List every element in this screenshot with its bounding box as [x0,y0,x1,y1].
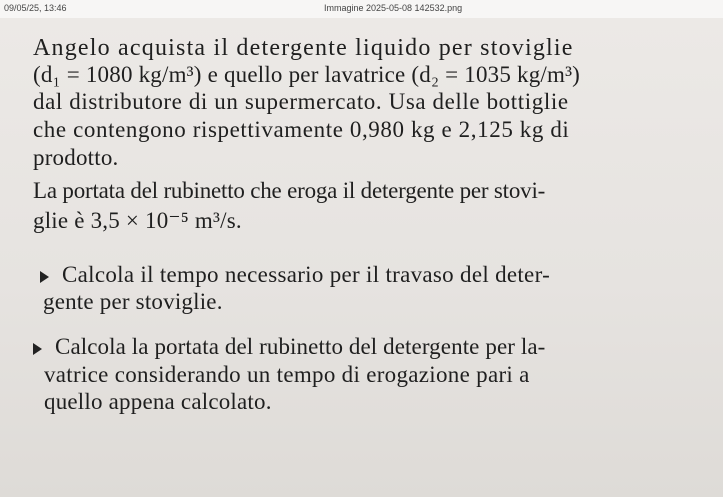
task-2-line-1: Calcola la portata del rubinetto del detergente per la- [55,334,546,359]
task-1-line-1: Calcola il tempo necessario per il travaso del deter- [62,262,551,287]
problem-line-2: (d₁ = 1080 kg/m³) e quello per lavatrice (d₂ = 1035 kg/m³) [33,62,581,87]
timestamp: 09/05/25, 13:46 [4,3,67,13]
task-1-line-2: gente per stoviglie. [43,289,223,314]
problem-line-7: glie è 3,5 × 10⁻⁵ m³/s. [33,208,242,233]
problem-line-6: La portata del rubinetto che eroga il detergente per stovi- [33,178,546,203]
textbook-page [0,18,723,497]
problem-line-1: Angelo acquista il detergente liquido per stoviglie [33,35,574,61]
task-2-line-3: quello appena calcolato. [44,389,272,414]
problem-line-4: che contengono rispettivamente 0,980 kg e 2,125 kg di [33,117,570,142]
task-2-line-2: vatrice considerando un tempo di erogazione pari a [44,362,530,387]
bullet-icon [33,343,42,355]
title-bar [0,0,723,19]
bullet-icon [40,271,49,283]
problem-line-5: prodotto. [33,145,119,170]
image-filename: Immagine 2025-05-08 142532.png [324,3,463,13]
problem-line-3: dal distributore di un supermercato. Usa delle bottiglie [33,89,569,114]
